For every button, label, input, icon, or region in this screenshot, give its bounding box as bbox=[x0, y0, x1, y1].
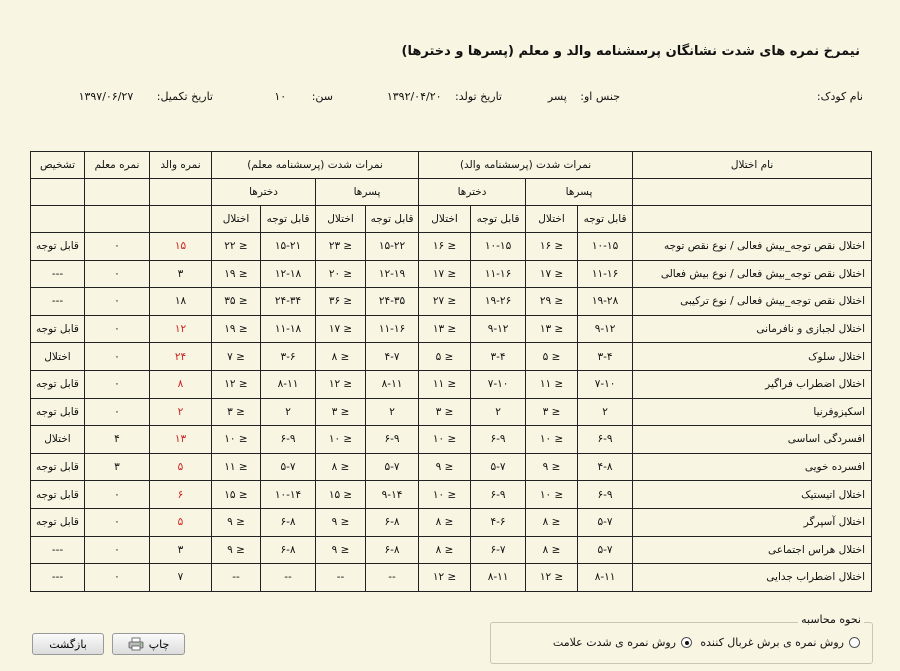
gender-label: جنس او: bbox=[580, 90, 620, 103]
diagnosis-cell: قابل توجه bbox=[31, 315, 85, 343]
teacher-boys-disorder-cell: -- bbox=[316, 564, 366, 592]
parent-girls-noticeable-cell: ۶-۷ bbox=[471, 536, 526, 564]
teacher-boys-noticeable-cell: ۲ bbox=[366, 398, 419, 426]
header-noticeable: قابل توجه bbox=[261, 206, 316, 233]
parent-score-cell: ۱۸ bbox=[150, 288, 212, 316]
teacher-boys-disorder-cell: ≤ ۹ bbox=[316, 508, 366, 536]
parent-girls-disorder-cell: ≤ ۸ bbox=[419, 508, 471, 536]
teacher-boys-noticeable-cell: ۶-۹ bbox=[366, 426, 419, 454]
parent-boys-disorder-cell: ≤ ۱۲ bbox=[526, 564, 578, 592]
parent-girls-disorder-cell: ≤ ۱۱ bbox=[419, 370, 471, 398]
teacher-girls-noticeable-cell: ۵-۷ bbox=[261, 453, 316, 481]
age-value: ۱۰ bbox=[274, 90, 287, 103]
parent-boys-disorder-cell: ≤ ۱۰ bbox=[526, 481, 578, 509]
parent-boys-noticeable-cell: ۶-۹ bbox=[578, 426, 633, 454]
teacher-girls-noticeable-cell: ۸-۱۱ bbox=[261, 370, 316, 398]
symptom-severity-label: روش نمره ی شدت علامت bbox=[552, 636, 676, 649]
table-row bbox=[31, 426, 872, 454]
header-disorder-col: اختلال bbox=[419, 206, 471, 233]
table-row bbox=[31, 370, 872, 398]
completion-date-field bbox=[79, 90, 213, 103]
parent-score-cell: ۱۲ bbox=[150, 315, 212, 343]
parent-girls-disorder-cell: ≤ ۱۲ bbox=[419, 564, 471, 592]
diagnosis-cell: قابل توجه bbox=[31, 453, 85, 481]
table-row bbox=[31, 481, 872, 509]
parent-girls-noticeable-cell: ۴-۶ bbox=[471, 508, 526, 536]
table-row bbox=[31, 564, 872, 592]
parent-girls-noticeable-cell: ۵-۷ bbox=[471, 453, 526, 481]
parent-boys-disorder-cell: ≤ ۸ bbox=[526, 536, 578, 564]
back-button[interactable] bbox=[32, 633, 104, 655]
parent-boys-noticeable-cell: ۱۹-۲۸ bbox=[578, 288, 633, 316]
header-parent-score: نمره والد bbox=[150, 152, 212, 179]
teacher-girls-noticeable-cell: ۲ bbox=[261, 398, 316, 426]
teacher-girls-noticeable-cell: ۲۴-۳۴ bbox=[261, 288, 316, 316]
teacher-score-cell: ۰ bbox=[85, 260, 150, 288]
parent-boys-disorder-cell: ≤ ۱۰ bbox=[526, 426, 578, 454]
parent-girls-noticeable-cell: ۹-۱۲ bbox=[471, 315, 526, 343]
teacher-girls-noticeable-cell: ۳-۶ bbox=[261, 343, 316, 371]
parent-girls-disorder-cell: ≤ ۳ bbox=[419, 398, 471, 426]
header-parent-girls: دخترها bbox=[419, 179, 526, 206]
parent-score-cell: ۳ bbox=[150, 260, 212, 288]
parent-girls-disorder-cell: ≤ ۱۶ bbox=[419, 233, 471, 261]
parent-boys-disorder-cell: ≤ ۸ bbox=[526, 508, 578, 536]
diagnosis-cell: --- bbox=[31, 260, 85, 288]
header-empty bbox=[150, 206, 212, 233]
disorder-name-cell: اختلال سلوک bbox=[633, 343, 872, 371]
print-button[interactable] bbox=[112, 633, 185, 655]
parent-boys-noticeable-cell: ۴-۸ bbox=[578, 453, 633, 481]
parent-girls-noticeable-cell: ۶-۹ bbox=[471, 481, 526, 509]
header-noticeable: قابل توجه bbox=[578, 206, 633, 233]
teacher-boys-noticeable-cell: ۶-۸ bbox=[366, 508, 419, 536]
parent-girls-noticeable-cell: ۱۹-۲۶ bbox=[471, 288, 526, 316]
parent-girls-disorder-cell: ≤ ۱۰ bbox=[419, 481, 471, 509]
gender-value: پسر bbox=[547, 90, 567, 103]
gender-field bbox=[548, 90, 620, 103]
header-parent-group: نمرات شدت (پرسشنامه والد) bbox=[419, 152, 633, 179]
parent-score-cell: ۵ bbox=[150, 508, 212, 536]
parent-boys-noticeable-cell: ۱۱-۱۶ bbox=[578, 260, 633, 288]
header-empty bbox=[633, 206, 872, 233]
teacher-boys-disorder-cell: ≤ ۸ bbox=[316, 453, 366, 481]
severity-profile-table bbox=[30, 151, 872, 592]
teacher-boys-disorder-cell: ≤ ۱۵ bbox=[316, 481, 366, 509]
parent-girls-noticeable-cell: ۷-۱۰ bbox=[471, 370, 526, 398]
birth-date-field bbox=[387, 90, 502, 103]
teacher-boys-noticeable-cell: -- bbox=[366, 564, 419, 592]
header-diagnosis: تشخیص bbox=[31, 152, 85, 179]
header-empty bbox=[85, 206, 150, 233]
disorder-name-cell: افسردگی اساسی bbox=[633, 426, 872, 454]
parent-girls-disorder-cell: ≤ ۲۷ bbox=[419, 288, 471, 316]
teacher-boys-noticeable-cell: ۱۱-۱۶ bbox=[366, 315, 419, 343]
diagnosis-cell: --- bbox=[31, 564, 85, 592]
parent-girls-disorder-cell: ≤ ۱۷ bbox=[419, 260, 471, 288]
radio-selected-icon[interactable] bbox=[681, 637, 692, 648]
parent-score-cell: ۷ bbox=[150, 564, 212, 592]
parent-score-cell: ۶ bbox=[150, 481, 212, 509]
disorder-name-cell: اختلال نقص توجه_بیش فعالی / نوع بیش فعالی bbox=[633, 260, 872, 288]
radio-circle-icon[interactable] bbox=[849, 637, 860, 648]
teacher-boys-noticeable-cell: ۵-۷ bbox=[366, 453, 419, 481]
screening-cutoff-radio[interactable] bbox=[700, 636, 860, 649]
parent-boys-noticeable-cell: ۱۰-۱۵ bbox=[578, 233, 633, 261]
print-button-label: چاپ bbox=[148, 637, 170, 651]
parent-boys-noticeable-cell: ۹-۱۲ bbox=[578, 315, 633, 343]
parent-boys-disorder-cell: ≤ ۱۱ bbox=[526, 370, 578, 398]
parent-boys-noticeable-cell: ۸-۱۱ bbox=[578, 564, 633, 592]
header-empty bbox=[633, 179, 872, 206]
parent-boys-noticeable-cell: ۷-۱۰ bbox=[578, 370, 633, 398]
parent-boys-noticeable-cell: ۲ bbox=[578, 398, 633, 426]
disorder-name-cell: اختلال اضطراب جدایی bbox=[633, 564, 872, 592]
parent-girls-noticeable-cell: ۱۱-۱۶ bbox=[471, 260, 526, 288]
parent-girls-disorder-cell: ≤ ۱۳ bbox=[419, 315, 471, 343]
parent-girls-disorder-cell: ≤ ۵ bbox=[419, 343, 471, 371]
screening-cutoff-label: روش نمره ی برش غربال کننده bbox=[700, 636, 844, 649]
teacher-score-cell: ۰ bbox=[85, 536, 150, 564]
disorder-name-cell: اختلال نقص توجه_بیش فعالی / نوع نقص توجه bbox=[633, 233, 872, 261]
parent-girls-noticeable-cell: ۶-۹ bbox=[471, 426, 526, 454]
teacher-boys-noticeable-cell: ۱۵-۲۲ bbox=[366, 233, 419, 261]
teacher-girls-disorder-cell: ≤ ۱۹ bbox=[212, 315, 261, 343]
disorder-name-cell: اختلال هراس اجتماعی bbox=[633, 536, 872, 564]
child-name-field bbox=[807, 90, 863, 103]
teacher-girls-disorder-cell: ≤ ۱۹ bbox=[212, 260, 261, 288]
teacher-girls-noticeable-cell: ۶-۸ bbox=[261, 536, 316, 564]
symptom-severity-radio[interactable] bbox=[553, 636, 692, 649]
table-row bbox=[31, 288, 872, 316]
teacher-girls-disorder-cell: ≤ ۳ bbox=[212, 398, 261, 426]
teacher-boys-noticeable-cell: ۸-۱۱ bbox=[366, 370, 419, 398]
teacher-boys-disorder-cell: ≤ ۲۳ bbox=[316, 233, 366, 261]
disorder-name-cell: افسرده خویی bbox=[633, 453, 872, 481]
parent-girls-noticeable-cell: ۸-۱۱ bbox=[471, 564, 526, 592]
teacher-score-cell: ۰ bbox=[85, 370, 150, 398]
parent-score-cell: ۲ bbox=[150, 398, 212, 426]
parent-girls-disorder-cell: ≤ ۹ bbox=[419, 453, 471, 481]
teacher-boys-noticeable-cell: ۲۴-۳۵ bbox=[366, 288, 419, 316]
teacher-score-cell: ۰ bbox=[85, 508, 150, 536]
completion-date-value: ۱۳۹۷/۰۶/۲۷ bbox=[78, 90, 134, 103]
teacher-score-cell: ۴ bbox=[85, 426, 150, 454]
parent-girls-noticeable-cell: ۲ bbox=[471, 398, 526, 426]
age-field bbox=[274, 90, 333, 103]
parent-boys-noticeable-cell: ۵-۷ bbox=[578, 536, 633, 564]
parent-boys-disorder-cell: ≤ ۳ bbox=[526, 398, 578, 426]
teacher-girls-disorder-cell: ≤ ۷ bbox=[212, 343, 261, 371]
teacher-score-cell: ۰ bbox=[85, 315, 150, 343]
teacher-score-cell: ۰ bbox=[85, 481, 150, 509]
teacher-girls-noticeable-cell: ۱۰-۱۴ bbox=[261, 481, 316, 509]
header-disorder-col: اختلال bbox=[316, 206, 366, 233]
parent-boys-noticeable-cell: ۳-۴ bbox=[578, 343, 633, 371]
disorder-name-cell: اختلال آسپرگر bbox=[633, 508, 872, 536]
table-row bbox=[31, 343, 872, 371]
parent-boys-disorder-cell: ≤ ۲۹ bbox=[526, 288, 578, 316]
teacher-girls-disorder-cell: ≤ ۹ bbox=[212, 508, 261, 536]
header-disorder-col: اختلال bbox=[212, 206, 261, 233]
teacher-boys-disorder-cell: ≤ ۱۰ bbox=[316, 426, 366, 454]
disorder-name-cell: اختلال اضطراب فراگیر bbox=[633, 370, 872, 398]
parent-score-cell: ۲۴ bbox=[150, 343, 212, 371]
table-row bbox=[31, 536, 872, 564]
parent-boys-disorder-cell: ≤ ۹ bbox=[526, 453, 578, 481]
teacher-girls-disorder-cell: ≤ ۳۵ bbox=[212, 288, 261, 316]
teacher-girls-noticeable-cell: ۶-۹ bbox=[261, 426, 316, 454]
diagnosis-cell: --- bbox=[31, 288, 85, 316]
teacher-boys-disorder-cell: ≤ ۲۰ bbox=[316, 260, 366, 288]
teacher-score-cell: ۰ bbox=[85, 233, 150, 261]
diagnosis-cell: قابل توجه bbox=[31, 481, 85, 509]
teacher-girls-noticeable-cell: ۱۲-۱۸ bbox=[261, 260, 316, 288]
parent-girls-noticeable-cell: ۱۰-۱۵ bbox=[471, 233, 526, 261]
teacher-score-cell: ۰ bbox=[85, 564, 150, 592]
completion-date-label: تاریخ تکمیل: bbox=[156, 90, 213, 103]
birth-date-value: ۱۳۹۲/۰۴/۲۰ bbox=[386, 90, 442, 103]
header-teacher-girls: دخترها bbox=[212, 179, 316, 206]
parent-boys-disorder-cell: ≤ ۱۳ bbox=[526, 315, 578, 343]
back-button-label: بازگشت bbox=[49, 637, 87, 651]
parent-boys-noticeable-cell: ۶-۹ bbox=[578, 481, 633, 509]
teacher-boys-noticeable-cell: ۶-۸ bbox=[366, 536, 419, 564]
teacher-girls-disorder-cell: ≤ ۲۲ bbox=[212, 233, 261, 261]
teacher-score-cell: ۰ bbox=[85, 398, 150, 426]
table-row bbox=[31, 233, 872, 261]
teacher-girls-disorder-cell: ≤ ۹ bbox=[212, 536, 261, 564]
header-empty bbox=[150, 179, 212, 206]
disorder-name-cell: اختلال لجبازی و نافرمانی bbox=[633, 315, 872, 343]
teacher-girls-noticeable-cell: ۱۱-۱۸ bbox=[261, 315, 316, 343]
teacher-girls-disorder-cell: ≤ ۱۰ bbox=[212, 426, 261, 454]
teacher-boys-noticeable-cell: ۹-۱۴ bbox=[366, 481, 419, 509]
table-row bbox=[31, 398, 872, 426]
header-teacher-score: نمره معلم bbox=[85, 152, 150, 179]
header-disorder-col: اختلال bbox=[526, 206, 578, 233]
header-teacher-boys: پسرها bbox=[316, 179, 419, 206]
header-empty bbox=[31, 206, 85, 233]
teacher-boys-noticeable-cell: ۱۲-۱۹ bbox=[366, 260, 419, 288]
diagnosis-cell: اختلال bbox=[31, 343, 85, 371]
diagnosis-cell: --- bbox=[31, 536, 85, 564]
teacher-score-cell: ۰ bbox=[85, 288, 150, 316]
parent-girls-noticeable-cell: ۳-۴ bbox=[471, 343, 526, 371]
teacher-girls-disorder-cell: ≤ ۱۵ bbox=[212, 481, 261, 509]
disorder-name-cell: اسکیزوفرنیا bbox=[633, 398, 872, 426]
page-title: نیمرخ نمره های شدت نشانگان پرسشنامه والد و معلم (پسرها و دخترها) bbox=[401, 44, 860, 59]
teacher-girls-disorder-cell: ≤ ۱۲ bbox=[212, 370, 261, 398]
teacher-girls-noticeable-cell: ۱۵-۲۱ bbox=[261, 233, 316, 261]
teacher-girls-disorder-cell: ≤ ۱۱ bbox=[212, 453, 261, 481]
teacher-girls-disorder-cell: -- bbox=[212, 564, 261, 592]
diagnosis-cell: قابل توجه bbox=[31, 508, 85, 536]
parent-boys-disorder-cell: ≤ ۱۷ bbox=[526, 260, 578, 288]
calculation-method-label: نحوه محاسبه bbox=[798, 613, 864, 626]
parent-score-cell: ۵ bbox=[150, 453, 212, 481]
header-noticeable: قابل توجه bbox=[471, 206, 526, 233]
teacher-boys-disorder-cell: ≤ ۹ bbox=[316, 536, 366, 564]
diagnosis-cell: اختلال bbox=[31, 426, 85, 454]
teacher-score-cell: ۳ bbox=[85, 453, 150, 481]
header-empty bbox=[31, 179, 85, 206]
teacher-boys-disorder-cell: ≤ ۸ bbox=[316, 343, 366, 371]
diagnosis-cell: قابل توجه bbox=[31, 233, 85, 261]
diagnosis-cell: قابل توجه bbox=[31, 370, 85, 398]
disorder-name-cell: اختلال نقص توجه_بیش فعالی / نوع ترکیبی bbox=[633, 288, 872, 316]
parent-score-cell: ۱۳ bbox=[150, 426, 212, 454]
teacher-boys-disorder-cell: ≤ ۱۲ bbox=[316, 370, 366, 398]
header-disorder-name: نام اختلال bbox=[633, 152, 872, 179]
diagnosis-cell: قابل توجه bbox=[31, 398, 85, 426]
disorder-name-cell: اختلال اتیستیک bbox=[633, 481, 872, 509]
parent-girls-disorder-cell: ≤ ۱۰ bbox=[419, 426, 471, 454]
teacher-boys-disorder-cell: ≤ ۳۶ bbox=[316, 288, 366, 316]
header-teacher-group: نمرات شدت (پرسشنامه معلم) bbox=[212, 152, 419, 179]
parent-boys-noticeable-cell: ۵-۷ bbox=[578, 508, 633, 536]
parent-boys-disorder-cell: ≤ ۱۶ bbox=[526, 233, 578, 261]
calculation-method-group bbox=[490, 613, 873, 664]
birth-date-label: تاریخ تولد: bbox=[455, 90, 502, 103]
header-noticeable: قابل توجه bbox=[366, 206, 419, 233]
parent-score-cell: ۳ bbox=[150, 536, 212, 564]
teacher-boys-noticeable-cell: ۴-۷ bbox=[366, 343, 419, 371]
header-parent-boys: پسرها bbox=[526, 179, 633, 206]
table-row bbox=[31, 508, 872, 536]
parent-girls-disorder-cell: ≤ ۸ bbox=[419, 536, 471, 564]
child-name-label: نام کودک: bbox=[816, 90, 863, 103]
header-empty bbox=[85, 179, 150, 206]
teacher-girls-noticeable-cell: ۶-۸ bbox=[261, 508, 316, 536]
table-row bbox=[31, 260, 872, 288]
teacher-score-cell: ۰ bbox=[85, 343, 150, 371]
printer-icon bbox=[128, 637, 144, 651]
teacher-girls-noticeable-cell: -- bbox=[261, 564, 316, 592]
teacher-boys-disorder-cell: ≤ ۱۷ bbox=[316, 315, 366, 343]
teacher-boys-disorder-cell: ≤ ۳ bbox=[316, 398, 366, 426]
parent-score-cell: ۸ bbox=[150, 370, 212, 398]
table-row bbox=[31, 315, 872, 343]
age-label: سن: bbox=[311, 90, 333, 103]
parent-score-cell: ۱۵ bbox=[150, 233, 212, 261]
parent-boys-disorder-cell: ≤ ۵ bbox=[526, 343, 578, 371]
table-row bbox=[31, 453, 872, 481]
